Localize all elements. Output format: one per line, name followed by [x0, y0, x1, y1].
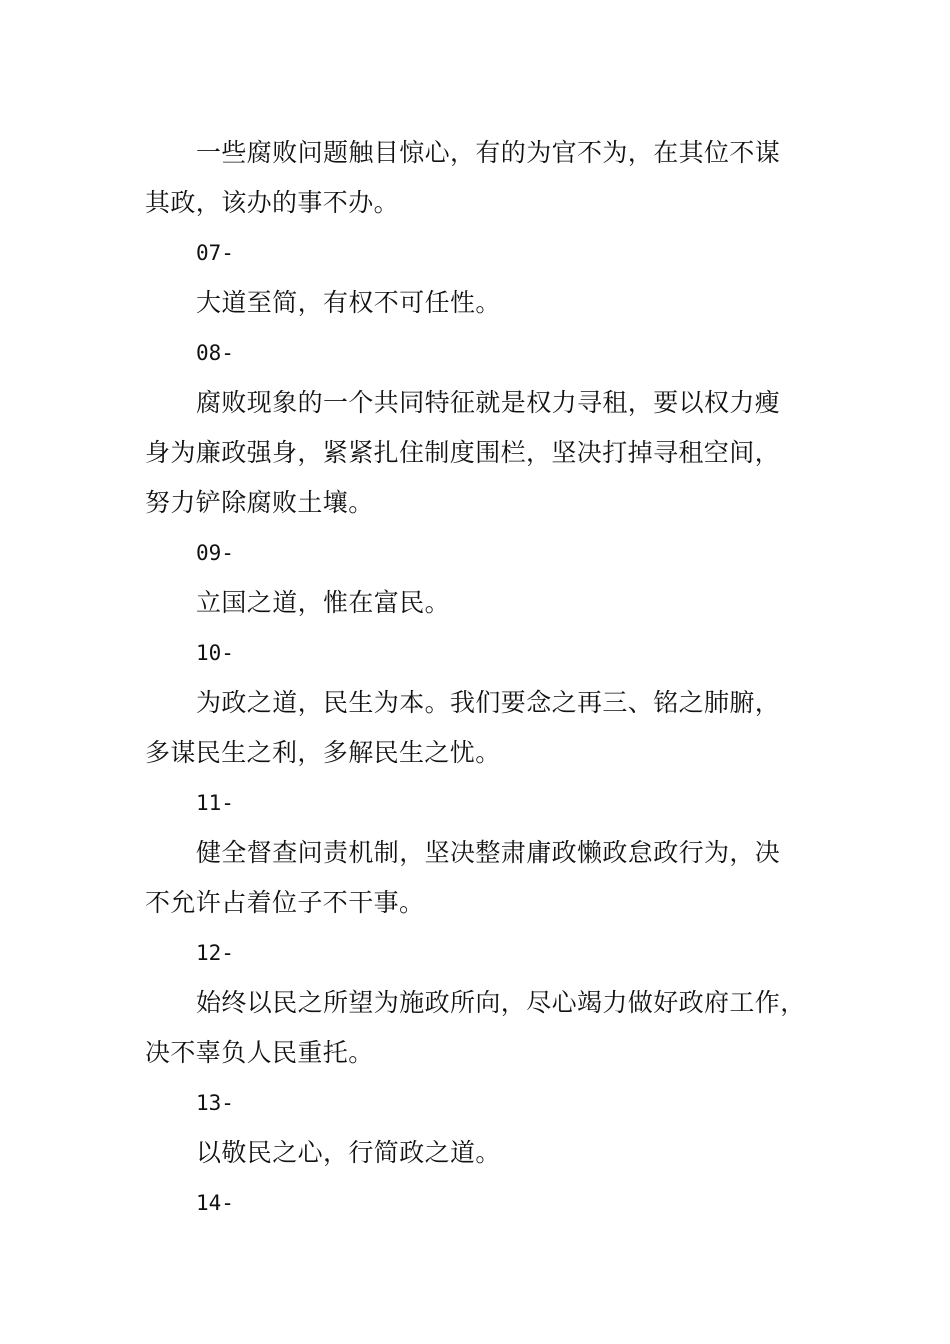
paragraph-line: 不允许占着位子不干事。 — [145, 888, 425, 917]
paragraph-line: 始终以民之所望为施政所向，尽心竭力做好政府工作， — [196, 988, 806, 1017]
item-number: 12- — [196, 941, 234, 965]
item-number: 10- — [196, 641, 234, 665]
paragraph-line: 努力铲除腐败土壤。 — [145, 488, 374, 517]
item-number: 13- — [196, 1091, 234, 1115]
item-number: 07- — [196, 241, 234, 265]
paragraph-line: 一些腐败问题触目惊心，有的为官不为，在其位不谋 — [196, 138, 781, 167]
item-number: 14- — [196, 1191, 234, 1215]
paragraph-line: 腐败现象的一个共同特征就是权力寻租，要以权力瘦 — [196, 388, 781, 417]
paragraph-line: 健全督查问责机制，坚决整肃庸政懒政怠政行为，决 — [196, 838, 781, 867]
paragraph-line: 决不辜负人民重托。 — [145, 1038, 374, 1067]
item-number: 09- — [196, 541, 234, 565]
item-number: 08- — [196, 341, 234, 365]
paragraph-line: 立国之道，惟在富民。 — [196, 588, 451, 617]
paragraph-line: 多谋民生之利，多解民生之忧。 — [145, 738, 501, 767]
document-body — [145, 128, 810, 1228]
item-number: 11- — [196, 791, 234, 815]
paragraph-line: 大道至简，有权不可任性。 — [196, 288, 501, 317]
paragraph-line: 为政之道，民生为本。我们要念之再三、铭之肺腑， — [196, 688, 781, 717]
paragraph-line: 其政，该办的事不办。 — [145, 188, 400, 217]
paragraph-line: 身为廉政强身，紧紧扎住制度围栏，坚决打掉寻租空间， — [145, 438, 781, 467]
paragraph-line: 以敬民之心，行简政之道。 — [196, 1138, 501, 1167]
